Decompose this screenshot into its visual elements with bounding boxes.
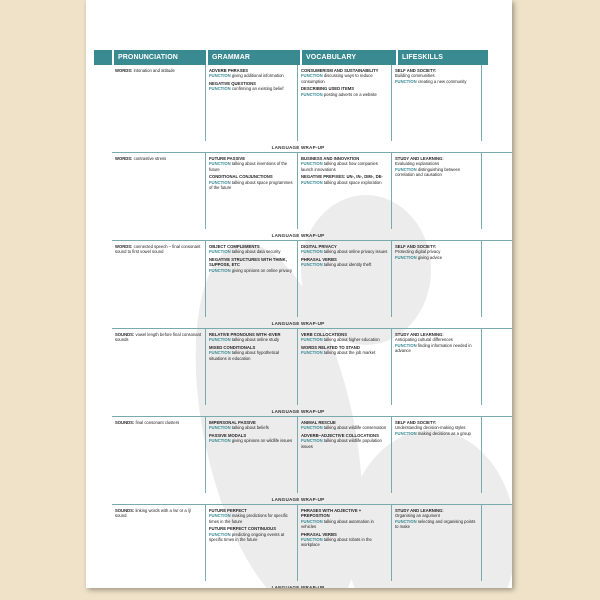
syllabus-page xyxy=(86,0,512,588)
unit-row xyxy=(112,416,512,504)
grammar-title: NEGATIVE STRUCTURES WITH THINK, SUPPOSE, ETC xyxy=(209,256,287,268)
function-label: FUNCTION xyxy=(301,337,323,343)
grammar-item xyxy=(209,332,294,343)
vocab-title: ANIMAL RESCUE xyxy=(301,420,336,425)
function-text: posting adverts on a website xyxy=(323,91,377,97)
lifeskills-subtitle: Protecting digital privacy xyxy=(395,249,441,255)
function-label: FUNCTION xyxy=(301,249,323,255)
unit-row xyxy=(112,504,512,588)
vocab-title: PHRASES WITH ADJECTIVE + PREPOSITION xyxy=(301,508,362,519)
function-text: talking about wildlife conservation xyxy=(323,425,387,431)
pronunciation-label: WORDS: xyxy=(115,156,133,161)
function-text: talking about the job market xyxy=(323,350,376,356)
vocab-item xyxy=(301,345,388,356)
grammar-item xyxy=(209,244,294,255)
function-text: talking about space programmes of the future xyxy=(209,179,293,191)
function-label: FUNCTION xyxy=(301,438,323,444)
function-text: selecting and organising points to make xyxy=(395,518,476,530)
function-text: talking about online privacy issues xyxy=(323,249,388,255)
grammar-title: FUTURE PERFECT CONTINUOUS xyxy=(209,526,276,532)
function-text: making predictions for specific times in the future xyxy=(209,513,288,524)
function-text: talking about how companies launch innovations xyxy=(301,161,378,172)
lifeskills-cell xyxy=(392,65,482,141)
function-label: FUNCTION xyxy=(301,262,323,268)
function-text: distinguishing between correlation and causation xyxy=(395,166,461,178)
function-text: giving additional information xyxy=(231,73,284,79)
grammar-cell xyxy=(206,329,298,405)
lifeskills-subtitle: Understanding decision-making styles xyxy=(395,425,466,431)
pronunciation-label: SOUNDS: xyxy=(115,420,135,425)
function-label: FUNCTION xyxy=(209,513,231,519)
function-text: talking about online study xyxy=(231,337,280,343)
vocab-item xyxy=(301,174,388,185)
function-label: FUNCTION xyxy=(301,73,323,79)
grammar-item xyxy=(209,68,294,79)
header-pronunciation: PRONUNCIATION xyxy=(114,50,206,65)
lifeskills-title: STUDY AND LEARNING: xyxy=(395,156,444,161)
lifeskills-title: STUDY AND LEARNING: xyxy=(395,332,444,337)
pronunciation-cell xyxy=(112,329,206,405)
vocab-item xyxy=(301,332,388,343)
table-header xyxy=(94,50,512,65)
function-label: FUNCTION xyxy=(395,430,417,436)
pronunciation-cell xyxy=(112,417,206,493)
vocab-item xyxy=(301,433,388,449)
pronunciation-text: intonation and attitude xyxy=(133,68,175,73)
unit-row xyxy=(112,152,512,240)
pronunciation-cell xyxy=(112,153,206,229)
pronunciation-text: contrastive stress xyxy=(133,156,167,161)
function-label: FUNCTION xyxy=(395,166,417,172)
function-label: FUNCTION xyxy=(395,342,417,348)
vocabulary-cell xyxy=(298,329,392,405)
function-label: FUNCTION xyxy=(301,179,323,185)
function-label: FUNCTION xyxy=(209,350,231,356)
vocab-title: CONSUMERISM AND SUSTAINABILITY xyxy=(301,68,379,73)
pronunciation-text: connected speech – final consonant sound to first vowel sound xyxy=(115,244,201,255)
function-label: FUNCTION xyxy=(209,425,231,431)
vocab-item xyxy=(301,244,388,255)
function-text: making decisions as a group xyxy=(417,430,471,436)
grammar-title: FUTURE PERFECT xyxy=(209,508,247,513)
function-text: talking about robots in the workplace xyxy=(301,537,372,548)
function-text: talking about data security xyxy=(231,249,281,255)
function-label: FUNCTION xyxy=(209,531,231,537)
vocab-item xyxy=(301,257,388,268)
lifeskills-cell xyxy=(392,153,482,229)
grammar-cell xyxy=(206,153,298,229)
function-label: FUNCTION xyxy=(209,179,231,185)
grammar-title: FUTURE PASSIVE xyxy=(209,156,245,161)
lifeskills-cell xyxy=(392,417,482,493)
header-grammar: GRAMMAR xyxy=(208,50,300,65)
pronunciation-cell xyxy=(112,65,206,141)
vocab-item xyxy=(301,86,388,97)
lifeskills-title: STUDY AND LEARNING: xyxy=(395,508,444,513)
vocabulary-cell xyxy=(298,505,392,581)
vocab-title: WORDS RELATED TO STAND xyxy=(301,344,360,350)
lifeskills-subtitle: Building communities xyxy=(395,73,435,79)
grammar-item xyxy=(209,174,294,190)
grammar-item xyxy=(209,420,294,431)
vocabulary-cell xyxy=(298,241,392,317)
unit-row xyxy=(112,328,512,416)
function-text: giving advice xyxy=(417,254,443,260)
lifeskills-cell xyxy=(392,505,482,581)
language-wrap-up: LANGUAGE WRAP-UP xyxy=(271,585,325,588)
function-text: creating a new community xyxy=(417,78,467,84)
function-text: confirming an existing belief xyxy=(231,86,284,92)
pronunciation-label: WORDS: xyxy=(115,68,133,73)
vocab-title: ADVERB–ADJECTIVE COLLOCATIONS xyxy=(301,432,379,438)
grammar-item xyxy=(209,156,294,172)
grammar-title: PASSIVE MODALS xyxy=(209,432,247,438)
grammar-title: IMPERSONAL PASSIVE xyxy=(209,420,256,425)
grammar-cell xyxy=(206,417,298,493)
grammar-item xyxy=(209,345,294,361)
lifeskills-title: SELF AND SOCIETY: xyxy=(395,420,437,425)
function-label: FUNCTION xyxy=(395,78,417,84)
vocab-title: BUSINESS AND INNOVATION xyxy=(301,156,360,161)
function-text: giving opinions on wildlife issues xyxy=(231,438,293,444)
vocab-title: VERB COLLOCATIONS xyxy=(301,332,347,337)
language-wrap-up: LANGUAGE WRAP-UP xyxy=(271,233,325,238)
language-wrap-up: LANGUAGE WRAP-UP xyxy=(271,145,325,150)
lifeskills-title: SELF AND SOCIETY: xyxy=(395,68,437,73)
function-label: FUNCTION xyxy=(209,86,231,92)
pronunciation-text: linking words with a /w/ or a /j/ sound xyxy=(115,508,192,519)
grammar-item xyxy=(209,508,294,524)
grammar-item xyxy=(209,433,294,444)
vocab-item xyxy=(301,420,388,431)
pronunciation-label: WORDS: xyxy=(115,244,133,249)
pronunciation-cell xyxy=(112,505,206,581)
language-wrap-up: LANGUAGE WRAP-UP xyxy=(271,409,325,414)
grammar-cell xyxy=(206,505,298,581)
vocab-item xyxy=(301,508,388,530)
grammar-item xyxy=(209,526,294,542)
function-label: FUNCTION xyxy=(301,161,323,167)
vocab-title: PHRASAL VERBS xyxy=(301,531,337,537)
function-label: FUNCTION xyxy=(301,91,323,97)
function-text: talking about hypothetical situations in education xyxy=(209,350,280,361)
lifeskills-title: SELF AND SOCIETY: xyxy=(395,244,437,249)
pronunciation-label: SOUNDS: xyxy=(115,332,135,337)
grammar-title: MIXED CONDITIONALS xyxy=(209,344,256,350)
grammar-title: ADVERB PHRASES xyxy=(209,68,249,73)
lifeskills-cell xyxy=(392,329,482,405)
vocabulary-cell xyxy=(298,417,392,493)
vocabulary-cell xyxy=(298,153,392,229)
unit-row xyxy=(112,65,512,152)
function-text: giving opinions on online privacy xyxy=(231,267,293,273)
function-label: FUNCTION xyxy=(301,537,323,543)
function-label: FUNCTION xyxy=(209,337,231,343)
lifeskills-subtitle: Organising an argument xyxy=(395,513,440,519)
vocab-title: DIGITAL PRIVACY xyxy=(301,244,337,249)
function-text: talking about automation in vehicles xyxy=(301,518,374,530)
function-label: FUNCTION xyxy=(209,249,231,255)
vocabulary-cell xyxy=(298,65,392,141)
pronunciation-label: SOUNDS: xyxy=(115,508,135,513)
grammar-title: CONDITIONAL CONJUNCTIONS xyxy=(209,174,273,180)
function-text: talking about identity theft xyxy=(323,262,372,268)
vocab-title: NEGATIVE PREFIXES: UN-, IN-, DIM-, DE- xyxy=(301,174,383,180)
function-text: finding information needed in advance xyxy=(395,342,472,354)
function-text: talking about inventions of the future xyxy=(209,161,288,172)
grammar-cell xyxy=(206,65,298,141)
pronunciation-cell xyxy=(112,241,206,317)
grammar-title: OBJECT COMPLEMENTS xyxy=(209,244,260,249)
function-text: talking about wildlife population issues xyxy=(301,438,382,449)
header-vocabulary: VOCABULARY xyxy=(302,50,396,65)
vocab-item xyxy=(301,532,388,548)
language-wrap-up: LANGUAGE WRAP-UP xyxy=(271,497,325,502)
grammar-title: NEGATIVE QUESTIONS xyxy=(209,80,256,86)
function-text: discussing ways to reduce consumption xyxy=(301,73,373,84)
function-label: FUNCTION xyxy=(395,254,417,260)
vocab-title: DESCRIBING USED ITEMS xyxy=(301,86,355,92)
unit-row xyxy=(112,240,512,328)
function-label: FUNCTION xyxy=(209,73,231,79)
pronunciation-text: vowel length before final consonant sounds xyxy=(115,332,202,343)
grammar-title: RELATIVE PRONOUNS WITH -EVER xyxy=(209,332,281,337)
function-label: FUNCTION xyxy=(209,161,231,167)
function-text: talking about space exploration xyxy=(323,179,382,185)
function-label: FUNCTION xyxy=(301,425,323,431)
function-label: FUNCTION xyxy=(209,438,231,444)
grammar-cell xyxy=(206,241,298,317)
function-text: predicting ongoing events at specific times in the future xyxy=(209,531,285,543)
vocab-title: PHRASAL VERBS xyxy=(301,256,337,262)
header-spacer xyxy=(94,50,112,65)
function-text: talking about beliefs xyxy=(231,425,269,431)
language-wrap-up: LANGUAGE WRAP-UP xyxy=(271,321,325,326)
function-text: talking about higher education xyxy=(323,337,380,343)
header-lifeskills: LIFESKILLS xyxy=(398,50,488,65)
vocab-item xyxy=(301,156,388,172)
grammar-item xyxy=(209,81,294,92)
lifeskills-subtitle: Evaluating explanations xyxy=(395,161,440,167)
function-label: FUNCTION xyxy=(301,350,323,356)
lifeskills-subtitle: Anticipating cultural differences xyxy=(395,337,453,343)
vocab-item xyxy=(301,68,388,84)
pronunciation-text: final consonant clusters xyxy=(135,420,180,425)
grammar-item xyxy=(209,257,294,273)
syllabus-table xyxy=(112,65,512,588)
lifeskills-cell xyxy=(392,241,482,317)
function-label: FUNCTION xyxy=(395,518,417,524)
function-label: FUNCTION xyxy=(301,518,323,524)
function-label: FUNCTION xyxy=(209,267,231,273)
